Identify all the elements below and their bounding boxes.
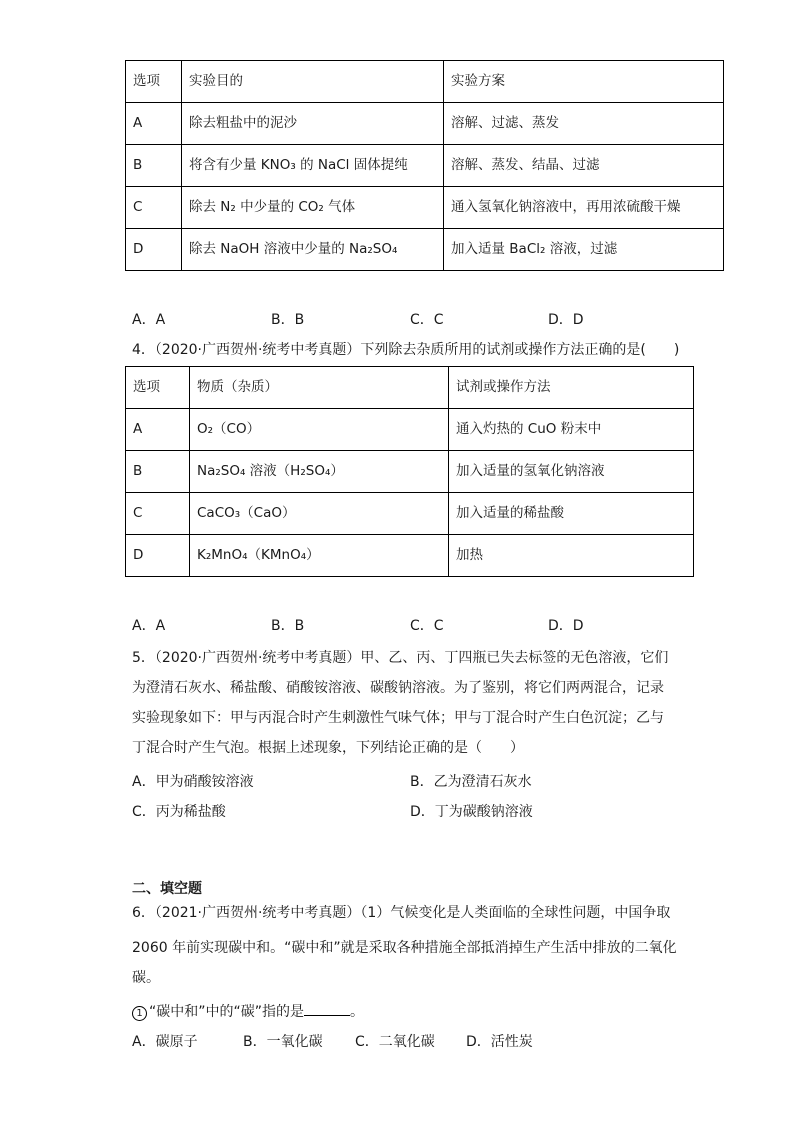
table-cell: D bbox=[126, 229, 182, 271]
answer-option-d[interactable]: D．活性炭 bbox=[466, 1034, 533, 1050]
table-cell: B bbox=[126, 451, 190, 493]
table-cell: B bbox=[126, 145, 182, 187]
table-row bbox=[126, 451, 694, 493]
table-header-cell: 选项 bbox=[126, 367, 190, 409]
table-row bbox=[126, 493, 694, 535]
table-cell: 加入适量的氢氧化钠溶液 bbox=[449, 451, 694, 493]
table-header-cell: 物质（杂质） bbox=[190, 367, 449, 409]
table-row bbox=[126, 409, 694, 451]
table-cell: CaCO₃（CaO） bbox=[190, 493, 449, 535]
answer-option-a[interactable]: A．碳原子 bbox=[132, 1034, 198, 1050]
impurity-table bbox=[125, 366, 694, 577]
answer-option-d[interactable]: D．D bbox=[548, 312, 584, 328]
table-cell: 加入适量的稀盐酸 bbox=[449, 493, 694, 535]
answer-blank[interactable] bbox=[304, 1003, 350, 1016]
question-stem-line: 5．（2020·广西贺州·统考中考真题）甲、乙、丙、丁四瓶已失去标签的无色溶液，它们 bbox=[132, 650, 669, 666]
table-cell: Na₂SO₄ 溶液（H₂SO₄） bbox=[190, 451, 449, 493]
answer-option-a[interactable]: A．甲为硝酸铵溶液 bbox=[132, 774, 254, 790]
table-header-cell: 实验方案 bbox=[444, 61, 724, 103]
section-title: 二、填空题 bbox=[132, 881, 202, 897]
answer-option-c[interactable]: C．C bbox=[410, 618, 444, 634]
answer-option-b[interactable]: B．B bbox=[271, 312, 305, 328]
answer-option-c[interactable]: C．二氧化碳 bbox=[355, 1034, 435, 1050]
answer-option-a[interactable]: A．A bbox=[132, 312, 166, 328]
answer-option-c[interactable]: C．丙为稀盐酸 bbox=[132, 804, 226, 820]
question-stem-line: 碳。 bbox=[132, 970, 160, 986]
answer-option-b[interactable]: B．一氧化碳 bbox=[243, 1034, 323, 1050]
circled-number: 1 bbox=[132, 1006, 147, 1021]
answer-option-b[interactable]: B．乙为澄清石灰水 bbox=[410, 774, 532, 790]
table-header-cell: 实验目的 bbox=[182, 61, 444, 103]
table-header-cell: 选项 bbox=[126, 61, 182, 103]
table-header-cell: 试剂或操作方法 bbox=[449, 367, 694, 409]
table-cell: D bbox=[126, 535, 190, 577]
table-cell: 通入灼热的 CuO 粉末中 bbox=[449, 409, 694, 451]
table-cell: 将含有少量 KNO₃ 的 NaCl 固体提纯 bbox=[182, 145, 444, 187]
table-cell: C bbox=[126, 187, 182, 229]
answer-option-b[interactable]: B．B bbox=[271, 618, 305, 634]
table-cell: 除去粗盐中的泥沙 bbox=[182, 103, 444, 145]
table-cell: 通入氢氧化钠溶液中，再用浓硫酸干燥 bbox=[444, 187, 724, 229]
question-stem-line: 实验现象如下：甲与丙混合时产生刺激性气味气体；甲与丁混合时产生白色沉淀；乙与 bbox=[132, 710, 664, 726]
question-stem-line: 丁混合时产生气泡。根据上述现象，下列结论正确的是（ ） bbox=[132, 740, 524, 756]
sub-question-end: 。 bbox=[350, 1004, 365, 1020]
table-cell: K₂MnO₄（KMnO₄） bbox=[190, 535, 449, 577]
table-cell: 除去 NaOH 溶液中少量的 Na₂SO₄ bbox=[182, 229, 444, 271]
table-row bbox=[126, 187, 724, 229]
answer-option-a[interactable]: A．A bbox=[132, 618, 166, 634]
table-row bbox=[126, 535, 694, 577]
table-cell: A bbox=[126, 409, 190, 451]
question-stem: 4．（2020·广西贺州·统考中考真题）下列除去杂质所用的试剂或操作方法正确的是( ) bbox=[132, 342, 680, 358]
table-row bbox=[126, 103, 724, 145]
table-cell: A bbox=[126, 103, 182, 145]
question-stem-line: 6．（2021·广西贺州·统考中考真题）（1）气候变化是人类面临的全球性问题，中国争取 bbox=[132, 905, 671, 921]
table-cell: 除去 N₂ 中少量的 CO₂ 气体 bbox=[182, 187, 444, 229]
experiment-table bbox=[125, 60, 724, 271]
table-header-row bbox=[126, 367, 694, 409]
table-cell: 溶解、过滤、蒸发 bbox=[444, 103, 724, 145]
table-cell: 加入适量 BaCl₂ 溶液，过滤 bbox=[444, 229, 724, 271]
question-stem-line: 2060 年前实现碳中和。“碳中和”就是采取各种措施全部抵消掉生产生活中排放的二氧化 bbox=[132, 940, 677, 956]
table-cell: C bbox=[126, 493, 190, 535]
table-header-row bbox=[126, 61, 724, 103]
table-cell: 加热 bbox=[449, 535, 694, 577]
sub-question-text: “碳中和”中的“碳”指的是 bbox=[149, 1004, 305, 1020]
table-row bbox=[126, 145, 724, 187]
answer-option-c[interactable]: C．C bbox=[410, 312, 444, 328]
table-cell: O₂（CO） bbox=[190, 409, 449, 451]
table-cell: 溶解、蒸发、结晶、过滤 bbox=[444, 145, 724, 187]
answer-option-d[interactable]: D．D bbox=[548, 618, 584, 634]
sub-question bbox=[132, 1003, 364, 1021]
answer-option-d[interactable]: D．丁为碳酸钠溶液 bbox=[410, 804, 533, 820]
table-row bbox=[126, 229, 724, 271]
question-stem-line: 为澄清石灰水、稀盐酸、硝酸铵溶液、碳酸钠溶液。为了鉴别，将它们两两混合，记录 bbox=[132, 680, 664, 696]
